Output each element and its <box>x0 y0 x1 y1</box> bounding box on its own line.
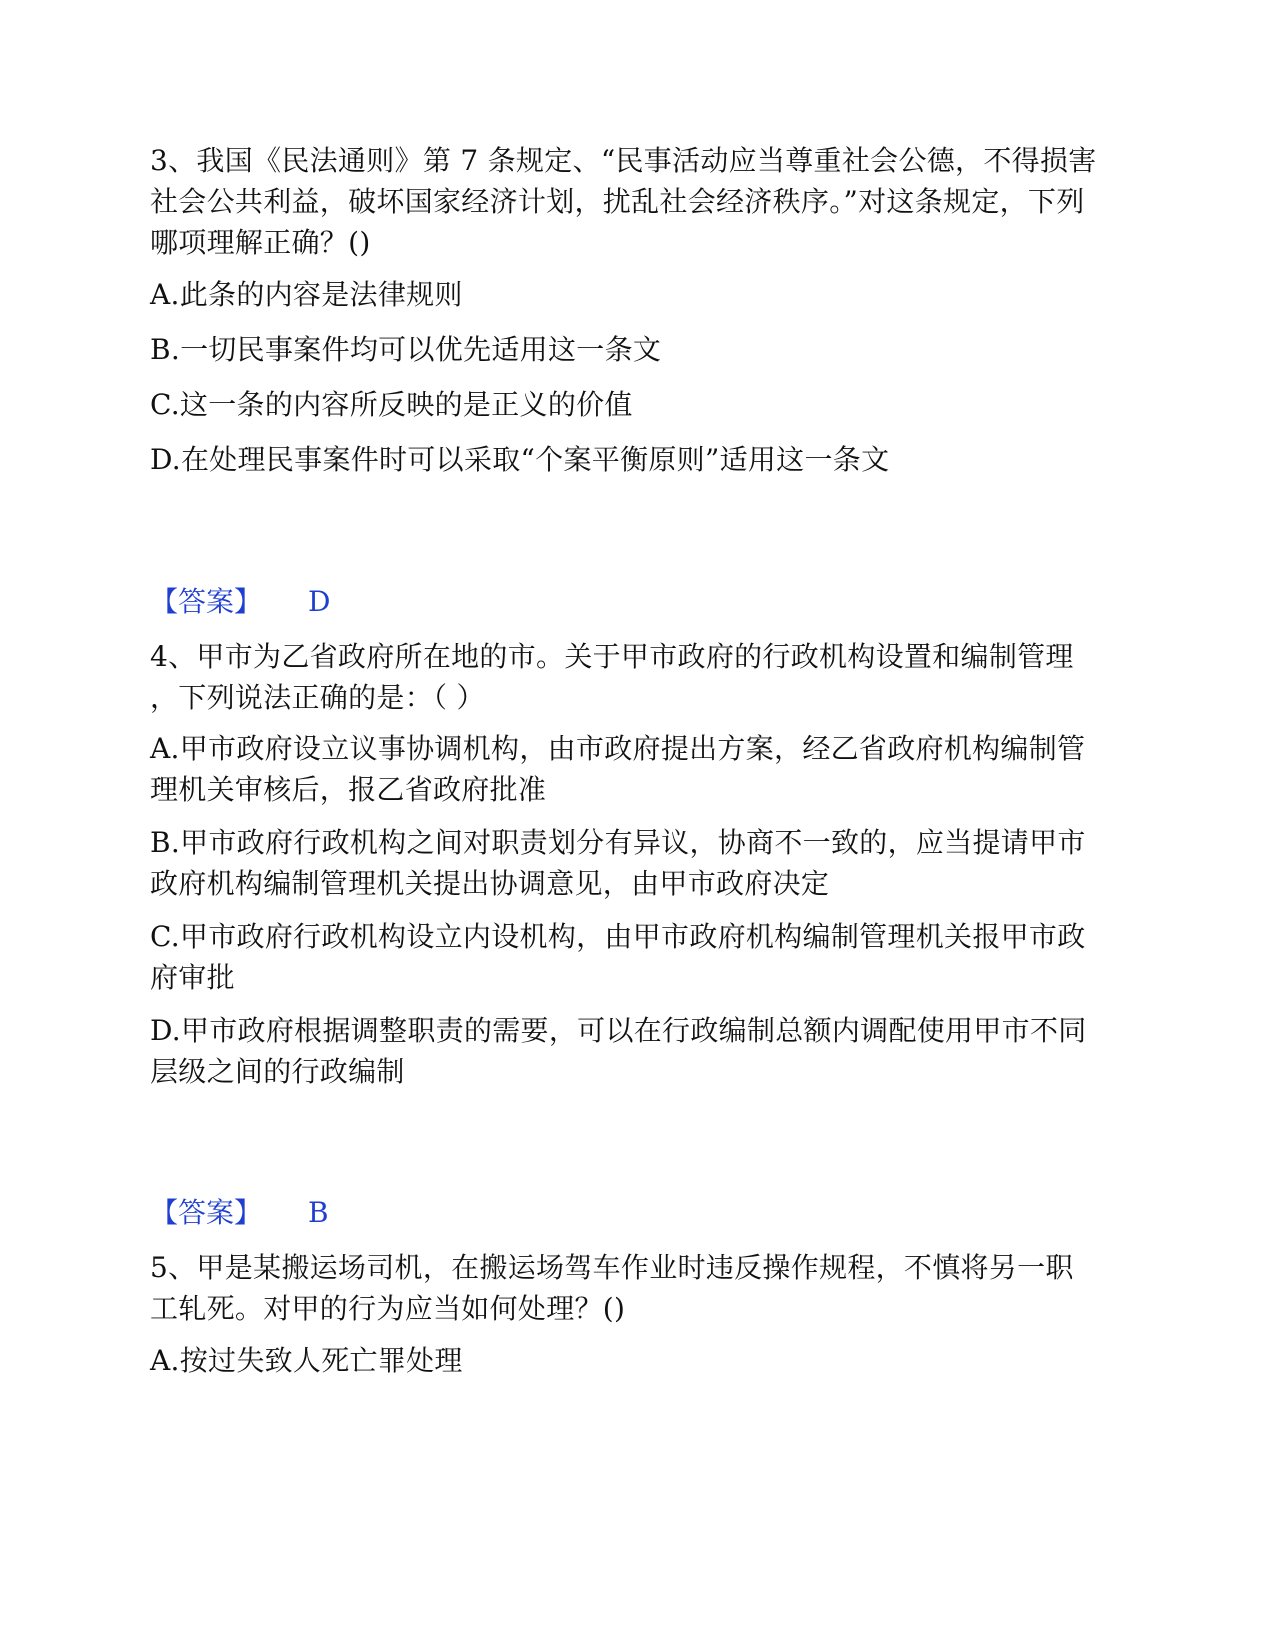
question-4-option-b <box>150 822 1130 904</box>
option-text: B.甲市政府行政机构之间对职责划分有异议，协商不一致的，应当提请甲市 <box>150 826 1086 859</box>
option-text: C.这一条的内容所反映的是正义的价值 <box>150 388 633 421</box>
option-text: B.一切民事案件均可以优先适用这一条文 <box>150 333 662 366</box>
question-3-answer <box>150 582 331 622</box>
question-4-option-a <box>150 728 1130 810</box>
answer-label: 【答案】 <box>150 585 263 618</box>
option-text: 政府机构编制管理机关提出协调意见，由甲市政府决定 <box>150 867 830 900</box>
question-3-stem-line: 社会公共利益，破坏国家经济计划，扰乱社会经济秩序。”对这条规定，下列 <box>150 185 1085 218</box>
question-5-stem-line: 5、甲是某搬运场司机，在搬运场驾车作业时违反操作规程，不慎将另一职 <box>150 1251 1074 1284</box>
option-text: A.此条的内容是法律规则 <box>150 278 463 311</box>
answer-value: B <box>308 1196 329 1229</box>
option-text: D.在处理民事案件时可以采取“个案平衡原则”适用这一条文 <box>150 443 890 476</box>
question-5-stem-line: 工轧死。对甲的行为应当如何处理？() <box>150 1292 626 1325</box>
option-text: 理机关审核后，报乙省政府批准 <box>150 773 547 806</box>
answer-label: 【答案】 <box>150 1196 263 1229</box>
question-4-stem-line: 4、甲市为乙省政府所在地的市。关于甲市政府的行政机构设置和编制管理 <box>150 640 1074 673</box>
question-4-stem <box>150 636 1130 718</box>
question-4-stem-line: ，下列说法正确的是：（ ） <box>150 681 485 714</box>
option-text: 府审批 <box>150 961 235 994</box>
question-4-option-d <box>150 1010 1130 1092</box>
question-3-stem-line: 哪项理解正确？() <box>150 226 371 259</box>
question-3-option-a <box>150 274 1130 315</box>
question-3-option-d <box>150 439 1130 480</box>
option-text: C.甲市政府行政机构设立内设机构，由甲市政府机构编制管理机关报甲市政 <box>150 920 1086 953</box>
question-3-stem-line: 3、我国《民法通则》第 7 条规定、“民事活动应当尊重社会公德，不得损害 <box>150 144 1097 177</box>
question-4-option-c <box>150 916 1130 998</box>
question-5-stem <box>150 1247 1130 1329</box>
question-3-option-c <box>150 384 1130 425</box>
question-4-answer <box>150 1193 329 1233</box>
option-text: D.甲市政府根据调整职责的需要，可以在行政编制总额内调配使用甲市不同 <box>150 1014 1087 1047</box>
option-text: 层级之间的行政编制 <box>150 1055 405 1088</box>
answer-value: D <box>308 585 331 618</box>
option-text: A.按过失致人死亡罪处理 <box>150 1344 463 1377</box>
question-3-stem <box>150 140 1130 263</box>
question-3-option-b <box>150 329 1130 370</box>
option-text: A.甲市政府设立议事协调机构，由市政府提出方案，经乙省政府机构编制管 <box>150 732 1086 765</box>
question-5-option-a <box>150 1340 1130 1381</box>
